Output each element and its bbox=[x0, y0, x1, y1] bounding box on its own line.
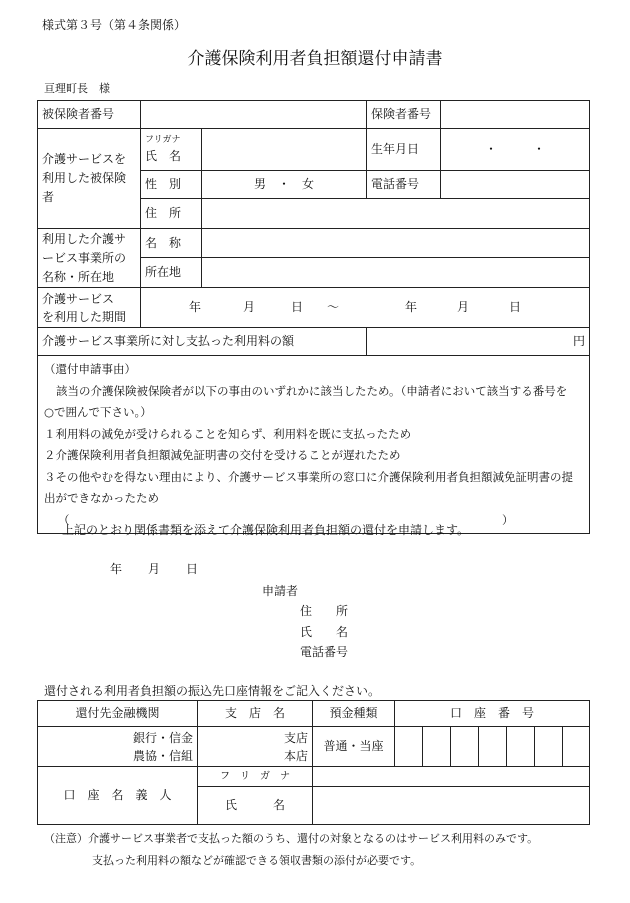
field-provider-name[interactable] bbox=[202, 229, 590, 258]
field-deposit-type[interactable]: 普通・当座 bbox=[313, 727, 395, 767]
declaration-text: 上記のとおり関係書類を添えて介護保険利用者負担額の還付を申請します。 bbox=[62, 523, 470, 537]
applicant-phone-label: 電話番号 bbox=[300, 645, 349, 659]
reason-other-field[interactable]: （ ） bbox=[58, 512, 514, 527]
field-paid-amount[interactable]: 円 bbox=[367, 328, 590, 356]
bank-table bbox=[37, 700, 590, 825]
label-holder-name: 氏 名 bbox=[198, 787, 313, 825]
application-table bbox=[37, 100, 590, 534]
label-provider-location: 所在地 bbox=[141, 258, 202, 288]
account-digit-4[interactable] bbox=[479, 727, 507, 767]
account-digit-2[interactable] bbox=[423, 727, 451, 767]
field-bank-name[interactable]: 銀行・信金 農協・信組 bbox=[38, 727, 198, 767]
label-insured-number: 被保険者番号 bbox=[38, 101, 141, 129]
account-digit-5[interactable] bbox=[507, 727, 535, 767]
account-digit-3[interactable] bbox=[451, 727, 479, 767]
date-day: 日 bbox=[186, 562, 199, 576]
notes-line-1: （注意）介護サービス事業者で支払った額のうち、還付の対象となるのはサービス利用料のみです。 bbox=[44, 832, 539, 845]
reason-item-2: ２介護保険利用者負担額減免証明書の交付を受けることが遅れたため bbox=[44, 448, 401, 462]
applicant-label: 申請者 bbox=[262, 584, 299, 598]
label-birth-date: 生年月日 bbox=[367, 129, 441, 171]
field-address[interactable] bbox=[202, 199, 590, 229]
label-phone: 電話番号 bbox=[367, 171, 441, 199]
field-holder-name[interactable] bbox=[313, 787, 590, 825]
field-holder-furigana[interactable] bbox=[313, 767, 590, 787]
head-institution: 還付先金融機関 bbox=[38, 701, 198, 727]
field-usage-period[interactable]: 年 月 日 ～ 年 月 日 bbox=[141, 288, 590, 328]
label-address: 住 所 bbox=[141, 199, 202, 229]
date-year: 年 bbox=[110, 562, 123, 576]
date-month: 月 bbox=[148, 562, 161, 576]
label-name: 氏 名 bbox=[145, 148, 182, 163]
label-furigana: フリガナ bbox=[145, 134, 181, 145]
label-holder-furigana: フ リ ガ ナ bbox=[198, 767, 313, 787]
account-digit-1[interactable] bbox=[395, 727, 423, 767]
label-provider-group: 利用した介護サ ービス事業所の 名称・所在地 bbox=[38, 229, 141, 288]
label-paid-amount: 介護サービス事業所に対し支払った利用料の額 bbox=[38, 328, 367, 356]
reasons-section: （還付申請事由） 該当の介護保険被保険者が以下の事由のいずれかに該当したため。（申請者において該当する番号を ○で囲んで下さい。） １利用料の減免が受けられることを知らず、利用料を既に支払ったため ２介護保険利用者負担額減免証明書の交付を受けることが遅れたため ３その他やむを得ない理由により、介護サービス事業所の窓口に介護保険利用者負担額減免証明書の提 出ができなかったため （ ） bbox=[38, 356, 590, 534]
reason-item-3: ３その他やむを得ない理由により、介護サービス事業所の窓口に介護保険利用者負担額減免証明書の提 bbox=[44, 469, 573, 484]
applicant-name-label: 氏 名 bbox=[300, 625, 349, 639]
label-name-cell bbox=[141, 129, 202, 171]
label-usage-period: 介護サービス を利用した期間 bbox=[38, 288, 141, 328]
label-sex: 性 別 bbox=[141, 171, 202, 199]
field-birth-date[interactable]: ・ ・ bbox=[441, 129, 590, 171]
head-account-number: 口 座 番 号 bbox=[395, 701, 590, 727]
reason-item-1: １利用料の減免が受けられることを知らず、利用料を既に支払ったため bbox=[44, 426, 412, 441]
field-phone[interactable] bbox=[441, 171, 590, 199]
label-insurer-number: 保険者番号 bbox=[367, 101, 441, 129]
field-insurer-number[interactable] bbox=[441, 101, 590, 129]
head-branch: 支 店 名 bbox=[198, 701, 313, 727]
field-sex[interactable]: 男 ・ 女 bbox=[202, 171, 367, 199]
account-digit-7[interactable] bbox=[563, 727, 590, 767]
label-account-holder: 口 座 名 義 人 bbox=[38, 767, 198, 825]
field-insured-number[interactable] bbox=[141, 101, 367, 129]
page-title: 介護保険利用者負担額還付申請書 bbox=[187, 49, 443, 69]
label-provider-name: 名 称 bbox=[141, 229, 202, 258]
field-name[interactable] bbox=[202, 129, 367, 171]
notes-line-2: 支払った利用料の額などが確認できる領収書類の添付が必要です。 bbox=[92, 854, 422, 867]
applicant-address-label: 住 所 bbox=[300, 604, 349, 618]
form-label: 様式第３号（第４条関係） bbox=[42, 18, 187, 32]
head-deposit-type: 預金種類 bbox=[313, 701, 395, 727]
reasons-intro: 該当の介護保険被保険者が以下の事由のいずれかに該当したため。（申請者において該当する番号を bbox=[56, 383, 568, 398]
field-branch-name[interactable]: 支店 本店 bbox=[198, 727, 313, 767]
account-digit-6[interactable] bbox=[535, 727, 563, 767]
field-provider-location[interactable] bbox=[202, 258, 590, 288]
label-insured-person-group: 介護サービスを 利用した被保険 者 bbox=[38, 129, 141, 229]
reasons-heading: （還付申請事由） bbox=[44, 362, 136, 376]
addressee: 亘理町長 様 bbox=[44, 82, 110, 95]
bank-intro-text: 還付される利用者負担額の振込先口座情報をご記入ください。 bbox=[44, 684, 381, 698]
